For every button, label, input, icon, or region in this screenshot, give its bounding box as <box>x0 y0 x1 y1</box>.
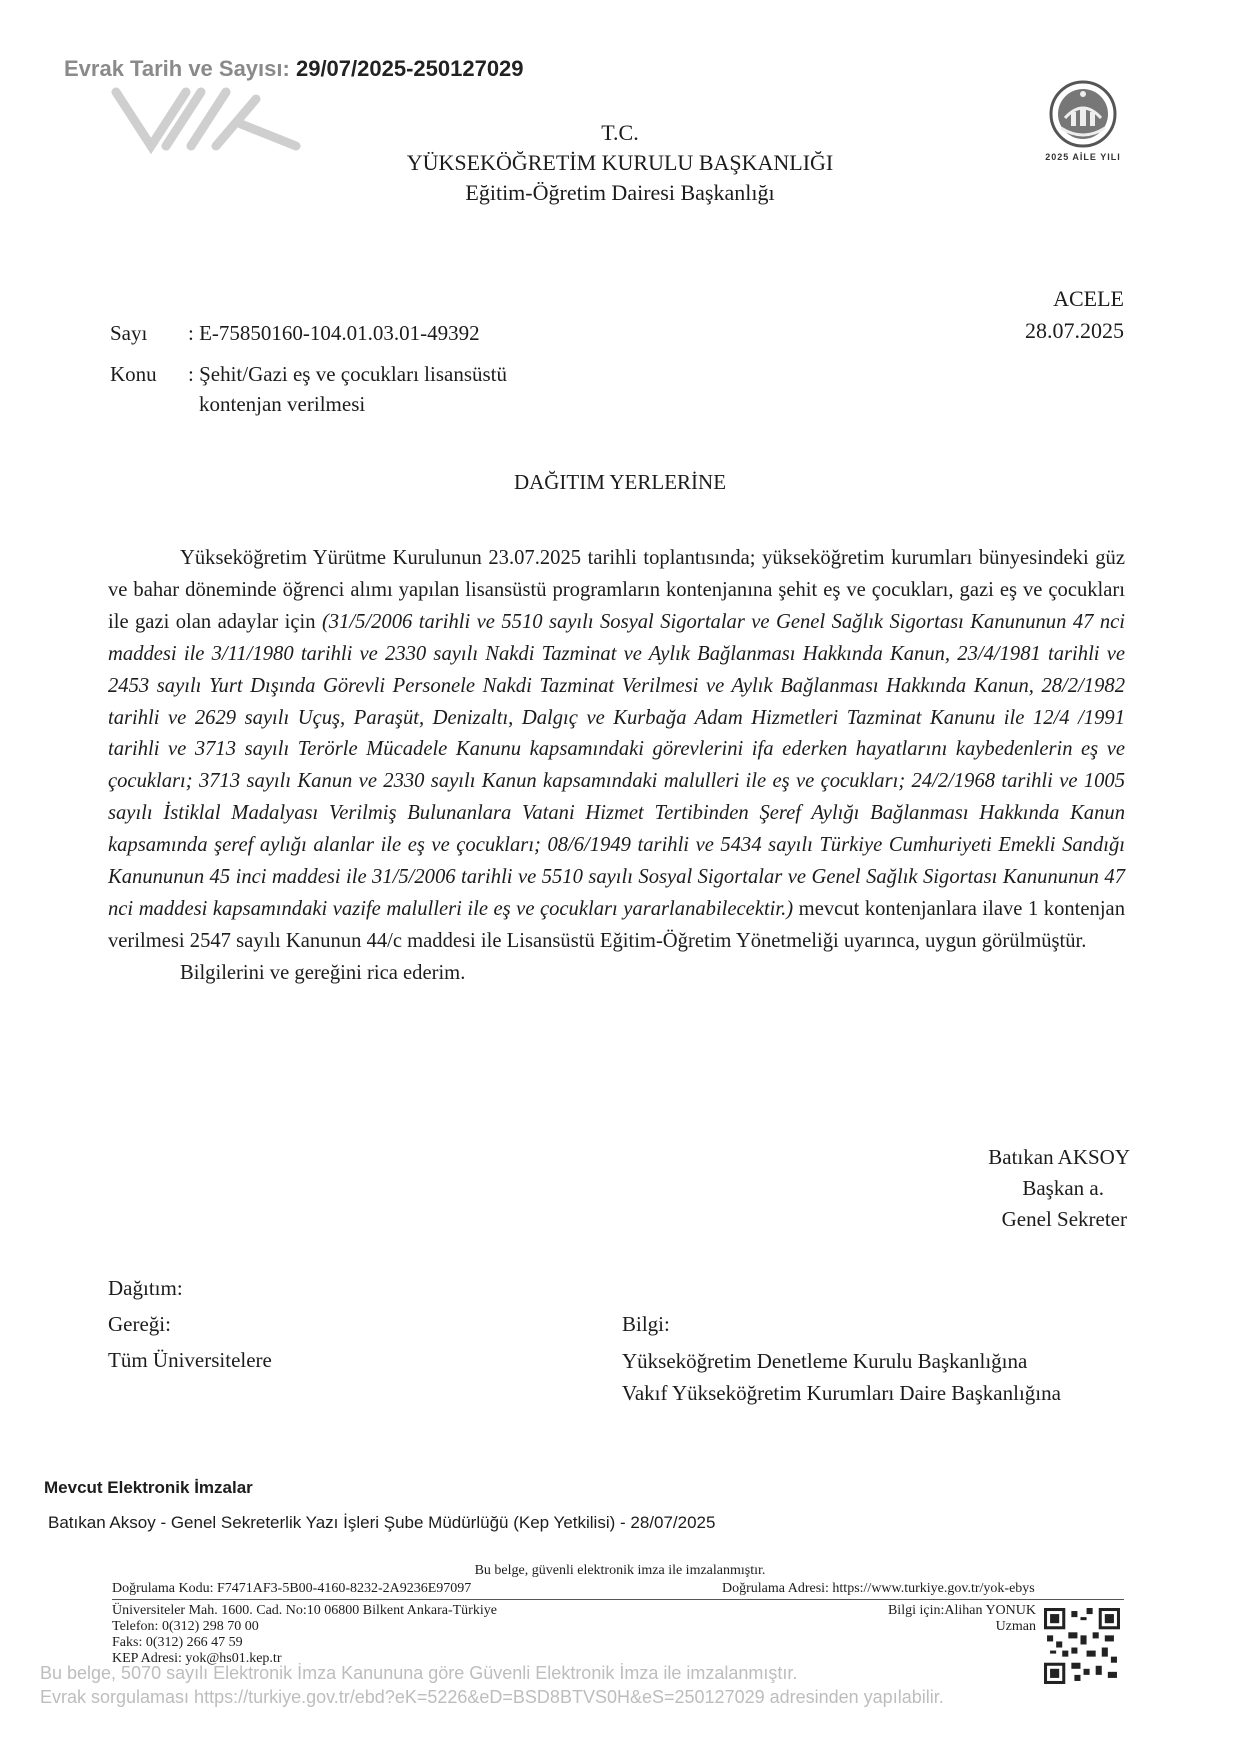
gerege-label: Gereği: <box>108 1312 171 1336</box>
e-signature-entry: Batıkan Aksoy - Genel Sekreterlik Yazı İşleri Şube Müdürlüğü (Kep Yetkilisi) - 28/07/2025 <box>48 1513 716 1532</box>
bilgi-item-1: Yükseköğretim Denetleme Kurulu Başkanlığına <box>622 1349 1028 1373</box>
body-paragraph-1 <box>108 543 1125 958</box>
konu-value <box>188 359 507 419</box>
urgency-flag: ACELE <box>1053 286 1124 311</box>
footer-phone: Telefon: 0(312) 298 70 00 <box>112 1619 259 1634</box>
sayi-label: Sayı <box>110 321 148 345</box>
addressee: DAĞITIM YERLERİNE <box>513 470 727 494</box>
stamp-value: 29/07/2025-250127029 <box>295 56 524 81</box>
watermark-line-2: Evrak sorgulaması https://turkiye.gov.tr/ebd?eK=5226&eD=BSD8BTVS0H&eS=250127029 adresinden yapılabilir. <box>40 1687 944 1707</box>
contact-title: Uzman <box>995 1619 1036 1634</box>
para1-start: Yükseköğretim Yürütme Kurulunun 23.07.2025 tarihli toplantısında; yükseköğretim kurumları bünyesindeki güz ve bahar döneminde öğrenci alımı yapılan lisansüstü programların kontenjanına şehit eş ve çocukları, gazi eş ve çocukları ile gazi olan adaylar için <box>108 547 1125 633</box>
footer-fax: Faks: 0(312) 266 47 59 <box>112 1635 243 1650</box>
verification-code: Doğrulama Kodu: F7471AF3-5B00-4160-8232-2A9236E97097 <box>112 1581 472 1596</box>
document-date: 28.07.2025 <box>1025 318 1124 343</box>
para1-end: mevcut kontenjanlara ilave 1 kontenjan verilmesi 2547 sayılı Kanunun 44/c maddesi ile Lisansüstü Eğitim-Öğretim Yönetmeliği uyarınca, uygun görülmüştür. <box>108 897 1125 952</box>
distribution-heading: Dağıtım: <box>108 1276 183 1300</box>
header-institution: YÜKSEKÖĞRETİM KURULU BAŞKANLIĞI <box>406 150 834 175</box>
bilgi-label: Bilgi: <box>622 1312 670 1336</box>
watermark-line-1: Bu belge, 5070 sayılı Elektronik İmza Kanununa göre Güvenli Elektronik İmza ile imzalanmıştır. <box>40 1663 798 1683</box>
signer-title-1: Başkan a. <box>1022 1176 1104 1200</box>
secure-signature-note: Bu belge, güvenli elektronik imza ile imzalanmıştır. <box>474 1563 766 1578</box>
family-year-label: 2025 AİLE YILI <box>1045 152 1121 162</box>
letter-body <box>108 543 1125 990</box>
sayi-value: : E-75850160-104.01.03.01-49392 <box>188 321 480 345</box>
contact-person: Bilgi için:Alihan YONUK <box>887 1603 1036 1618</box>
body-paragraph-2: Bilgilerini ve gereğini rica ederim. <box>180 961 466 984</box>
family-year-emblem <box>1028 78 1138 162</box>
footer-kep[interactable]: KEP Adresi: yok@hs01.kep.tr <box>112 1651 282 1666</box>
signer-title-2: Genel Sekreter <box>1001 1207 1127 1231</box>
e-signatures-heading: Mevcut Elektronik İmzalar <box>44 1478 253 1497</box>
konu-line-1: : Şehit/Gazi eş ve çocukları lisansüstü <box>188 362 508 386</box>
header-tc: T.C. <box>601 120 639 145</box>
urgency-block <box>1025 283 1124 347</box>
konu-line-2: kontenjan verilmesi <box>199 392 366 416</box>
gerege-item: Tüm Üniversitelere <box>108 1348 272 1372</box>
family-emblem-icon <box>1037 78 1129 148</box>
footer-divider <box>112 1599 1124 1600</box>
para1-italic: (31/5/2006 tarihli ve 5510 sayılı Sosyal Sigortalar ve Genel Sağlık Sigortası Kanununun 47 nci maddesi ile 3/11/1980 tarihli ve 2330 sayılı Nakdi Tazminat ve Aylık Bağlanması Hakkında Kanun, 23/4/1981 tarihli ve 2453 sayılı Yurt Dışında Görevli Personele Nakdi Tazminat Verilmesi ve Aylık Bağlanması Hakkında Kanun, 28/2/1982 tarihli ve 2629 sayılı Uçuş, Paraşüt, Denizaltı, Dalgıç ve Kurbağa Adam Hizmetleri Tazminat Kanunu ile 12/4 /1991 tarihli ve 3713 sayılı Terörle Mücadele Kanunu kapsamındaki görevlerini ifa ederken hayatlarını kaybedenlerin eş ve çocukları; 3713 sayılı Kanun ve 2330 sayılı Kanun kapsamındaki malulleri ile eş ve çocukları; 24/2/1968 tarihli ve 1005 sayılı İstiklal Madalyası Verilmiş Bulunanlara Vatani Hizmet Tertibinden Şeref Aylığı Bağlanması Hakkında Kanun kapsamında şeref aylığı alanlar ile eş ve çocukları; 08/6/1949 tarihli ve 5434 sayılı Türkiye Cumhuriyeti Emekli Sandığı Kanununun 45 inci maddesi ile 31/5/2006 tarihli ve 5510 sayılı Sosyal Sigortalar ve Genel Sağlık Sigortası Kanununun 47 nci maddesi kapsamındaki vazife malulleri ile eş ve çocukları yararlanabilecektir.) <box>108 610 1125 920</box>
stamp-label: Evrak Tarih ve Sayısı: <box>64 56 290 81</box>
signature-block <box>988 1142 1130 1235</box>
footer-address: Üniversiteler Mah. 1600. Cad. No:10 06800 Bilkent Ankara-Türkiye <box>112 1603 497 1618</box>
konu-label: Konu <box>110 362 157 386</box>
document-stamp <box>64 56 524 82</box>
bilgi-item-2: Vakıf Yükseköğretim Kurumları Daire Başkanlığına <box>622 1381 1061 1405</box>
qr-code <box>1044 1608 1120 1684</box>
header-department: Eğitim-Öğretim Dairesi Başkanlığı <box>465 180 775 205</box>
verification-address[interactable]: Doğrulama Adresi: https://www.turkiye.gov.tr/yok-ebys <box>722 1581 1035 1596</box>
signer-name: Batıkan AKSOY <box>988 1145 1130 1169</box>
